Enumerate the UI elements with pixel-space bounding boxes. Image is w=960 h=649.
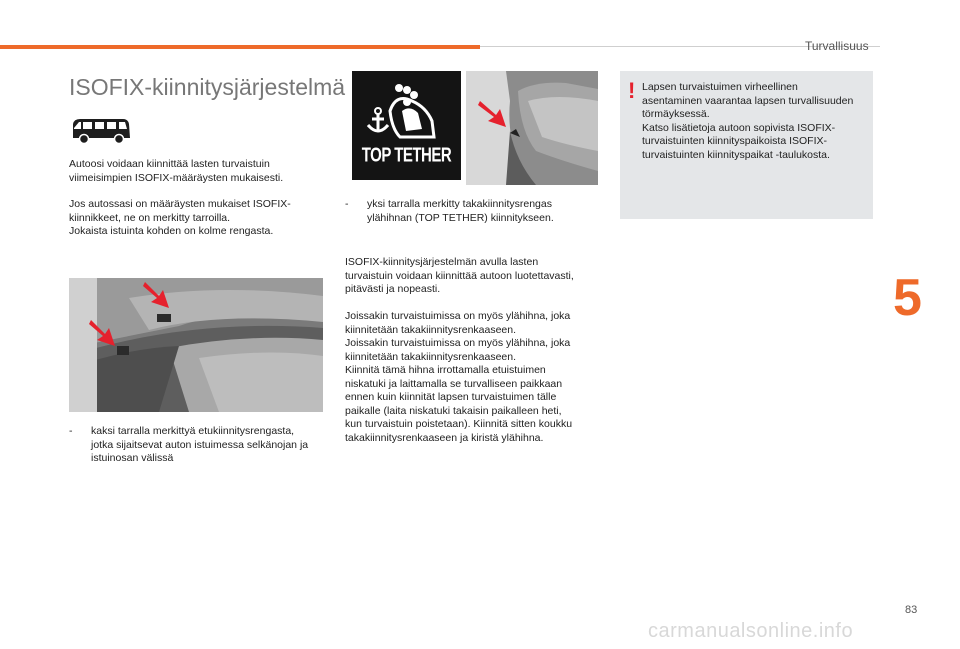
page-number: 83 [905,604,918,616]
top-tether-ring-photo [466,71,598,185]
top-tether-label-image [352,71,461,180]
intro-paragraph: Autoosi voidaan kiinnittää lasten turvaistuin viimeisimpien ISOFIX-määräysten mukaisesti. [69,158,284,184]
isofix-benefit-paragraph: ISOFIX-kiinnitysjärjestelmän avulla lasten turvaistuin voidaan kiinnittää autoon luotettavasti, pitävästi ja nopeasti. [345,256,574,295]
chapter-number: 5 [893,269,922,327]
bullet-dash: - [345,198,349,210]
van-icon [69,114,133,146]
front-rings-bullet [69,425,329,469]
top-tether-instructions: Joissakin turvaistuimissa on myös ylähihna, joka kiinnitetään takakiinnitysrenkaaseen. Joissakin turvaistuimissa on myös ylähihna, joka kiinnitetään takakiinnitysrenkaaseen. Kiinnitä tämä hihna irrottamalla etuistuimen niskatuki ja laittamalla se turvalliseen paikkaan ennen kuin kiinnität lapsen turvaistuimen tälle paikalle (laita niskatuki takaisin paikalleen heti, kun turvaistuin poistetaan). Kiinnitä sitten koukku takakiinnitysrenkaaseen ja kiristä ylähihna. [345,310,573,444]
rings-paragraph: Jos autossasi on määräysten mukaiset ISOFIX- kiinnikkeet, ne on merkitty tarroilla. Jokaista istuinta kohden on kolme rengasta. [69,198,291,237]
bullet-text: kaksi tarralla merkittyä etukiinnitysrengasta, jotka sijaitsevat auton istuimessa selkänojan ja istuinosan välissä [91,425,309,464]
top-tether-text: TOP TETHER [361,144,452,167]
rear-ring-bullet [345,198,605,228]
page-title: ISOFIX-kiinnitysjärjestelmä [69,74,346,100]
section-title: Turvallisuus [805,39,869,53]
bullet-dash: - [69,425,73,437]
header-accent-bar [0,45,480,49]
bullet-text: yksi tarralla merkitty takakiinnitysrengas ylähihnan (TOP TETHER) kiinnitykseen. [367,198,554,224]
warning-text: Lapsen turvaistuimen virheellinen asentaminen vaarantaa lapsen turvallisuuden törmäyksessä. Katso lisätietoja autoon sopivista ISOFIX- turvaistuinten kiinnityspaikoista ISOFIX- turvaistuinten kiinnityspaikat -taulukosta. [642,81,854,161]
rear-seat-isofix-photo [69,278,323,412]
watermark: carmanualsonline.info [648,620,854,642]
exclamation-icon: ! [628,78,636,103]
